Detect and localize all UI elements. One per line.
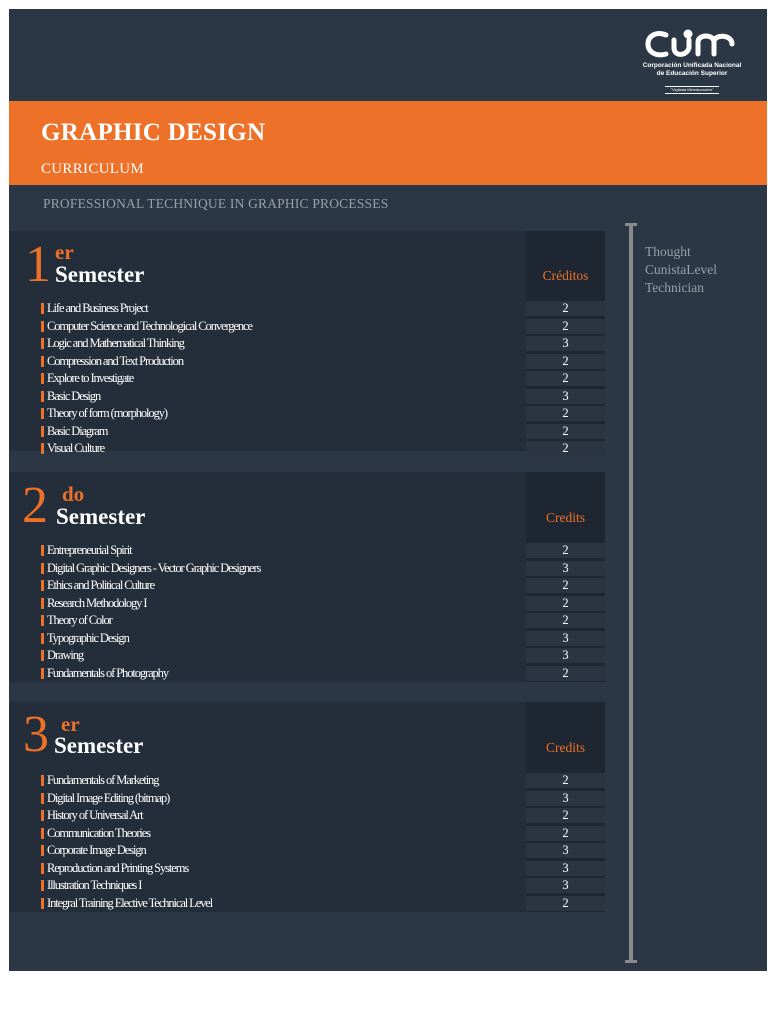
course-credits: 2: [526, 826, 605, 841]
course-row: [41, 860, 605, 878]
course-name: Reproduction and Printing Systems: [47, 860, 189, 875]
semester-suffix: er: [55, 240, 74, 264]
course-name: Basic Diagram: [47, 423, 108, 438]
level-line-1: Thought: [645, 244, 691, 259]
course-credits: 2: [526, 424, 605, 439]
course-row: [41, 895, 605, 913]
course-credits: 2: [526, 773, 605, 788]
course-row: [41, 612, 605, 630]
bullet-marker: [41, 598, 44, 609]
course-row: [41, 560, 605, 578]
course-row: [41, 353, 605, 371]
bullet-marker: [41, 443, 44, 454]
level-line-2: CunistaLevel: [645, 262, 717, 277]
bullet-marker: [41, 863, 44, 874]
course-credits: 2: [526, 596, 605, 611]
semester-number: 3: [23, 706, 49, 763]
course-credits: 3: [526, 561, 605, 576]
bullet-marker: [41, 880, 44, 891]
semester-suffix: er: [61, 712, 80, 736]
bullet-marker: [41, 356, 44, 367]
logo-line-2: de Educación Superior: [656, 70, 728, 77]
course-name: Research Methodology I: [47, 595, 147, 610]
semester-number: 1: [25, 236, 51, 293]
logo-line-3: "Vigilada Mineducación": [665, 86, 720, 94]
course-row: [41, 807, 605, 825]
course-name: Explore to Investigate: [47, 371, 134, 385]
title-banner: [9, 101, 767, 185]
course-credits: 2: [526, 319, 605, 334]
logo-line-1: Corporación Unificada Nacional: [642, 62, 742, 69]
course-credits: 2: [526, 808, 605, 823]
course-name: Fundamentals of Marketing: [47, 773, 159, 787]
semester-1-panel: [9, 231, 605, 455]
course-credits: 3: [526, 791, 605, 806]
course-list: [41, 772, 605, 912]
course-name: Life and Business Project: [47, 301, 148, 315]
course-row: [41, 370, 605, 388]
bullet-marker: [41, 898, 44, 909]
bullet-marker: [41, 580, 44, 591]
bullet-marker: [41, 426, 44, 437]
course-row: [41, 595, 605, 613]
course-row: [41, 318, 605, 336]
course-row: [41, 772, 605, 790]
course-credits: 3: [526, 336, 605, 351]
course-row: [41, 388, 605, 406]
course-credits: 3: [526, 389, 605, 404]
course-row: [41, 440, 605, 458]
course-row: [41, 405, 605, 423]
course-row: [41, 300, 605, 318]
course-name: Entrepreneurial Spirit: [47, 543, 132, 557]
bullet-marker: [41, 615, 44, 626]
page-title: GRAPHIC DESIGN: [41, 119, 266, 146]
course-name: Ethics and Political Culture: [47, 578, 155, 592]
course-row: [41, 542, 605, 560]
course-credits: 3: [526, 631, 605, 646]
course-credits: 2: [526, 666, 605, 681]
course-credits: 3: [526, 861, 605, 876]
course-credits: 2: [526, 578, 605, 593]
course-credits: 2: [526, 613, 605, 628]
bullet-marker: [41, 321, 44, 332]
bullet-marker: [41, 391, 44, 402]
timeline-cap-top: [625, 223, 637, 226]
credits-header: Credits: [546, 510, 585, 525]
course-row: [41, 842, 605, 860]
course-row: [41, 877, 605, 895]
bullet-marker: [41, 793, 44, 804]
course-credits: 2: [526, 896, 605, 911]
course-credits: 3: [526, 648, 605, 663]
timeline-bar: [629, 223, 633, 963]
course-credits: 3: [526, 878, 605, 893]
course-row: [41, 335, 605, 353]
bullet-marker: [41, 545, 44, 556]
university-logo: [637, 26, 747, 96]
curriculum-page: [9, 9, 767, 971]
semester-number: 2: [22, 477, 48, 534]
page-subtitle: CURRICULUM: [41, 161, 145, 177]
course-name: Corporate Image Design: [47, 843, 146, 857]
program-name: PROFESSIONAL TECHNIQUE IN GRAPHIC PROCESSES: [43, 196, 389, 211]
semester-suffix: do: [62, 482, 85, 506]
course-name: Visual Culture: [47, 441, 105, 455]
semester-label: Semester: [54, 733, 144, 758]
cun-logo-mark: [644, 26, 740, 62]
course-credits: 2: [526, 371, 605, 386]
course-row: [41, 630, 605, 648]
course-row: [41, 423, 605, 441]
course-credits: 2: [526, 406, 605, 421]
semester-2-panel: [9, 472, 605, 682]
bullet-marker: [41, 633, 44, 644]
course-name: Integral Training Elective Technical Level: [47, 895, 213, 910]
course-credits: 2: [526, 354, 605, 369]
bullet-marker: [41, 775, 44, 786]
bullet-marker: [41, 408, 44, 419]
course-credits: 2: [526, 543, 605, 558]
bullet-marker: [41, 303, 44, 314]
course-name: Compression and Text Production: [47, 353, 183, 368]
course-row: [41, 790, 605, 808]
course-name: Basic Design: [47, 388, 101, 403]
course-credits: 2: [526, 441, 605, 456]
bullet-marker: [41, 828, 44, 839]
course-row: [41, 665, 605, 683]
course-credits: 2: [526, 301, 605, 316]
bullet-marker: [41, 845, 44, 856]
course-name: Theory of form (morphology): [47, 406, 167, 420]
course-list: [41, 542, 605, 682]
bullet-marker: [41, 668, 44, 679]
timeline-cap-bottom: [625, 960, 637, 963]
course-name: Illustration Techniques I: [47, 878, 142, 892]
course-name: Drawing: [47, 648, 84, 662]
course-name: Computer Science and Technological Convergence: [47, 318, 252, 333]
semester-label: Semester: [56, 504, 146, 529]
course-name: Logic and Mathematical Thinking: [47, 336, 184, 350]
course-row: [41, 647, 605, 665]
semester-3-panel: [9, 702, 605, 912]
course-list: [41, 300, 605, 458]
course-name: Theory of Color: [47, 613, 112, 627]
course-row: [41, 577, 605, 595]
course-row: [41, 825, 605, 843]
course-name: Fundamentals of Photography: [47, 665, 168, 680]
course-name: Communication Theories: [47, 825, 150, 840]
semester-label: Semester: [55, 262, 145, 287]
bullet-marker: [41, 373, 44, 384]
bullet-marker: [41, 338, 44, 349]
course-name: Digital Graphic Designers - Vector Graphic Designers: [47, 560, 261, 575]
course-credits: 3: [526, 843, 605, 858]
course-name: Typographic Design: [47, 630, 129, 645]
level-label: [645, 243, 717, 297]
bullet-marker: [41, 810, 44, 821]
credits-header: Credits: [546, 740, 585, 755]
course-name: History of Universal Art: [47, 808, 143, 822]
bullet-marker: [41, 650, 44, 661]
level-line-3: Technician: [645, 280, 705, 295]
credits-header: Créditos: [542, 268, 589, 283]
bullet-marker: [41, 563, 44, 574]
course-name: Digital Image Editing (bitmap): [47, 790, 170, 805]
